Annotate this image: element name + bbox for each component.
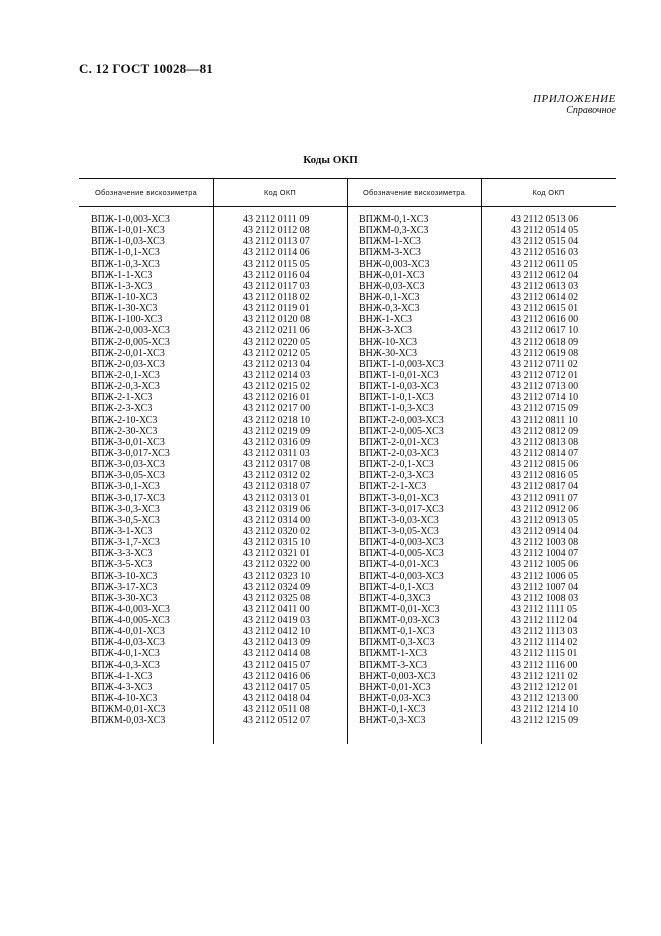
viscometer-designation: ВПЖ-3-17-ХС3 (91, 581, 158, 593)
viscometer-designation: ВПЖМТ-0,03-ХС3 (359, 615, 440, 627)
viscometer-designation: ВНЖ-1-ХС3 (359, 314, 413, 326)
viscometer-designation: ВНЖ-10-ХС3 (359, 336, 418, 348)
okp-code: 43 2112 1114 02 (511, 637, 578, 649)
viscometer-designation: ВПЖТ-3-0,05-ХС3 (359, 525, 439, 537)
right-code-column (511, 214, 578, 726)
viscometer-designation: ВПЖ-4-0,01-ХС3 (91, 626, 165, 638)
okp-code: 43 2112 0312 02 (243, 470, 311, 482)
viscometer-designation: ВНЖ-0,1-ХС3 (359, 291, 420, 303)
okp-code: 43 2112 0513 06 (511, 214, 579, 225)
viscometer-designation: ВПЖ-3-0,3-ХС3 (91, 503, 160, 515)
viscometer-designation: ВНЖ-0,01-ХС3 (359, 269, 425, 281)
okp-code: 43 2112 1116 00 (511, 659, 578, 671)
okp-code: 43 2112 1007 04 (511, 581, 579, 593)
viscometer-designation: ВПЖ-1-100-ХС3 (91, 314, 163, 326)
viscometer-designation: ВПЖМ-0,01-ХС3 (91, 704, 166, 716)
column-header-designation: Обозначение вискозиметра (94, 187, 198, 197)
viscometer-designation: ВПЖ-2-30-ХС3 (91, 425, 158, 437)
okp-code: 43 2112 0413 09 (243, 637, 311, 649)
okp-code: 43 2112 0118 02 (243, 291, 310, 303)
okp-code: 43 2112 0618 09 (511, 336, 579, 348)
okp-code: 43 2112 0419 03 (243, 615, 311, 627)
okp-code: 43 2112 1113 03 (511, 626, 578, 638)
okp-code: 43 2112 0416 06 (243, 670, 311, 682)
okp-code: 43 2112 1115 01 (511, 648, 578, 660)
viscometer-designation: ВПЖ-3-1,7-ХС3 (91, 537, 160, 549)
viscometer-designation: ВПЖ-3-5-ХС3 (91, 559, 153, 571)
viscometer-designation: ВНЖ-30-ХС3 (359, 347, 418, 359)
okp-code: 43 2112 0115 05 (243, 258, 310, 270)
viscometer-designation: ВНЖТ-0,01-ХС3 (359, 681, 431, 693)
viscometer-designation: ВПЖМТ-3-ХС3 (359, 659, 428, 671)
left-code-column (243, 214, 310, 726)
viscometer-designation: ВПЖ-4-0,1-ХС3 (91, 648, 160, 660)
viscometer-designation: ВПЖТ-3-0,03-ХС3 (359, 514, 439, 526)
okp-code: 43 2112 0712 01 (511, 369, 579, 381)
viscometer-designation: ВПЖТ-1-0,3-ХС3 (359, 403, 434, 415)
viscometer-designation: ВПЖ-3-0,5-ХС3 (91, 514, 160, 526)
viscometer-designation: ВПЖТ-1-0,01-ХС3 (359, 369, 439, 381)
okp-code: 43 2112 0711 02 (511, 358, 578, 370)
okp-code: 43 2112 0512 07 (243, 715, 311, 727)
okp-code: 43 2112 0325 08 (243, 592, 311, 604)
viscometer-designation: ВПЖ-4-10-ХС3 (91, 693, 158, 705)
okp-code: 43 2112 0320 02 (243, 525, 311, 537)
viscometer-designation: ВПЖ-2-0,005-ХС3 (91, 336, 170, 348)
viscometer-designation: ВПЖМТ-1-ХС3 (359, 648, 428, 660)
okp-code: 43 2112 0713 00 (511, 381, 579, 393)
okp-code: 43 2112 0216 01 (243, 392, 311, 404)
okp-code: 43 2112 0220 05 (243, 336, 311, 348)
okp-code: 43 2112 0914 04 (511, 525, 579, 537)
okp-code: 43 2112 0815 06 (511, 459, 579, 471)
okp-code: 43 2112 1112 04 (511, 615, 578, 627)
okp-code: 43 2112 0217 00 (243, 403, 311, 415)
okp-code: 43 2112 0412 10 (243, 626, 311, 638)
viscometer-designation: ВПЖТ-4-0,1-ХС3 (359, 581, 434, 593)
viscometer-designation: ВПЖ-1-0,01-ХС3 (91, 225, 165, 237)
viscometer-designation: ВПЖ-1-1-ХС3 (91, 269, 153, 281)
viscometer-designation: ВПЖ-2-0,1-ХС3 (91, 369, 160, 381)
okp-code: 43 2112 0612 04 (511, 269, 579, 281)
okp-code: 43 2112 0613 03 (511, 280, 579, 292)
okp-code: 43 2112 0515 04 (511, 236, 579, 248)
okp-code: 43 2112 0323 10 (243, 570, 311, 582)
column-divider (347, 178, 348, 744)
viscometer-designation: ВПЖ-4-0,3-ХС3 (91, 659, 160, 671)
viscometer-designation: ВПЖ-1-10-ХС3 (91, 291, 158, 303)
okp-code: 43 2112 0116 04 (243, 269, 310, 281)
okp-code: 43 2112 0912 06 (511, 503, 579, 515)
viscometer-designation: ВПЖТ-3-0,01-ХС3 (359, 492, 439, 504)
okp-code: 43 2112 0317 08 (243, 459, 311, 471)
viscometer-designation: ВПЖ-1-0,3-ХС3 (91, 258, 160, 270)
okp-code: 43 2112 0817 04 (511, 481, 579, 493)
okp-code: 43 2112 0417 05 (243, 681, 311, 693)
viscometer-designation: ВПЖ-4-3-ХС3 (91, 681, 153, 693)
viscometer-designation: ВПЖМ-1-ХС3 (359, 236, 421, 248)
viscometer-designation: ВПЖТ-4-0,3ХС3 (359, 592, 431, 604)
viscometer-designation: ВПЖТ-3-0,017-ХС3 (359, 503, 444, 515)
viscometer-designation: ВПЖ-2-3-ХС3 (91, 403, 153, 415)
viscometer-designation: ВПЖТ-2-1-ХС3 (359, 481, 427, 493)
viscometer-designation: ВПЖМТ-0,01-ХС3 (359, 603, 440, 615)
viscometer-designation: ВПЖМ-3-ХС3 (359, 247, 421, 259)
page-header: С. 12 ГОСТ 10028—81 (79, 61, 213, 76)
viscometer-designation: ВПЖ-3-0,03-ХС3 (91, 459, 165, 471)
viscometer-designation: ВПЖ-1-0,003-ХС3 (91, 214, 170, 225)
viscometer-designation: ВПЖ-4-0,005-ХС3 (91, 615, 170, 627)
okp-code: 43 2112 0813 08 (511, 436, 579, 448)
okp-code: 43 2112 0614 02 (511, 291, 579, 303)
okp-code: 43 2112 0213 04 (243, 358, 311, 370)
appendix-title: ПРИЛОЖЕНИЕ (533, 93, 616, 105)
okp-code: 43 2112 0313 01 (243, 492, 311, 504)
viscometer-designation: ВПЖТ-2-0,005-ХС3 (359, 425, 444, 437)
okp-code: 43 2112 0414 08 (243, 648, 311, 660)
okp-code: 43 2112 0619 08 (511, 347, 579, 359)
okp-code: 43 2112 0611 05 (511, 258, 578, 270)
viscometer-designation: ВПЖ-4-1-ХС3 (91, 670, 153, 682)
viscometer-designation: ВПЖ-2-1-ХС3 (91, 392, 153, 404)
okp-code: 43 2112 0112 08 (243, 225, 310, 237)
okp-code: 43 2112 0415 07 (243, 659, 311, 671)
appendix-label (533, 93, 616, 117)
viscometer-designation: ВНЖТ-0,1-ХС3 (359, 704, 426, 716)
column-header-designation: Обозначение вискозиметра (362, 187, 466, 197)
okp-code: 43 2112 0814 07 (511, 447, 579, 459)
okp-code: 43 2112 0321 01 (243, 548, 311, 560)
okp-code: 43 2112 1214 10 (511, 704, 579, 716)
viscometer-designation: ВПЖ-3-0,05-ХС3 (91, 470, 165, 482)
okp-code: 43 2112 0315 10 (243, 537, 311, 549)
okp-code: 43 2112 0911 07 (511, 492, 578, 504)
viscometer-designation: ВПЖТ-2-0,1-ХС3 (359, 459, 434, 471)
column-divider (481, 178, 482, 744)
viscometer-designation: ВПЖМ-0,1-ХС3 (359, 214, 429, 225)
okp-code: 43 2112 1212 01 (511, 681, 579, 693)
okp-code: 43 2112 0324 09 (243, 581, 311, 593)
viscometer-designation: ВПЖМ-0,03-ХС3 (91, 715, 166, 727)
viscometer-designation: ВНЖ-0,003-ХС3 (359, 258, 430, 270)
viscometer-designation: ВПЖ-3-0,01-ХС3 (91, 436, 165, 448)
viscometer-designation: ВПЖТ-4-0,003-ХС3 (359, 537, 444, 549)
okp-code: 43 2112 0715 09 (511, 403, 579, 415)
okp-code: 43 2112 0816 05 (511, 470, 579, 482)
okp-code: 43 2112 0319 06 (243, 503, 311, 515)
appendix-subtitle: Справочное (566, 105, 616, 116)
viscometer-designation: ВПЖ-2-10-ХС3 (91, 414, 158, 426)
viscometer-designation: ВПЖТ-4-0,005-ХС3 (359, 548, 444, 560)
okp-code: 43 2112 0714 10 (511, 392, 579, 404)
okp-code: 43 2112 0120 08 (243, 314, 311, 326)
viscometer-designation: ВПЖМ-0,3-ХС3 (359, 225, 429, 237)
viscometer-designation: ВПЖ-2-0,3-ХС3 (91, 381, 160, 393)
viscometer-designation: ВПЖ-4-0,003-ХС3 (91, 603, 170, 615)
viscometer-designation: ВПЖТ-2-0,03-ХС3 (359, 447, 439, 459)
okp-code: 43 2112 0411 00 (243, 603, 310, 615)
okp-code: 43 2112 0114 06 (243, 247, 310, 259)
okp-code: 43 2112 0311 03 (243, 447, 310, 459)
column-header-code: Код ОКП (263, 187, 297, 197)
okp-code: 43 2112 0215 02 (243, 381, 311, 393)
okp-code: 43 2112 1003 08 (511, 537, 579, 549)
viscometer-designation: ВНЖ-3-ХС3 (359, 325, 413, 337)
okp-code: 43 2112 0212 05 (243, 347, 311, 359)
okp-code: 43 2112 0913 05 (511, 514, 579, 526)
okp-code: 43 2112 0211 06 (243, 325, 310, 337)
viscometer-designation: ВПЖ-1-0,03-ХС3 (91, 236, 165, 248)
okp-code: 43 2112 0516 03 (511, 247, 579, 259)
okp-code: 43 2112 1213 00 (511, 693, 579, 705)
okp-code: 43 2112 0322 00 (243, 559, 311, 571)
okp-code: 43 2112 0811 10 (511, 414, 578, 426)
column-header-code: Код ОКП (532, 187, 565, 197)
viscometer-designation: ВПЖТ-2-0,01-ХС3 (359, 436, 439, 448)
okp-code: 43 2112 0514 05 (511, 225, 579, 237)
okp-code: 43 2112 0113 07 (243, 236, 310, 248)
viscometer-designation: ВНЖТ-0,03-ХС3 (359, 693, 431, 705)
okp-code: 43 2112 1111 05 (511, 603, 578, 615)
viscometer-designation: ВПЖ-1-3-ХС3 (91, 280, 153, 292)
okp-code: 43 2112 1211 02 (511, 670, 578, 682)
viscometer-designation: ВНЖ-0,3-ХС3 (359, 303, 420, 315)
table-title: Коды ОКП (303, 154, 358, 166)
viscometer-designation: ВПЖТ-2-0,003-ХС3 (359, 414, 444, 426)
okp-code: 43 2112 0218 10 (243, 414, 311, 426)
viscometer-designation: ВПЖ-1-0,1-ХС3 (91, 247, 160, 259)
okp-code: 43 2112 0111 09 (243, 214, 310, 225)
okp-code: 43 2112 0119 01 (243, 303, 310, 315)
okp-code: 43 2112 0316 09 (243, 436, 311, 448)
viscometer-designation: ВНЖ-0,03-ХС3 (359, 280, 425, 292)
okp-code: 43 2112 0617 10 (511, 325, 579, 337)
viscometer-designation: ВПЖТ-1-0,003-ХС3 (359, 358, 444, 370)
okp-code: 43 2112 0318 07 (243, 481, 311, 493)
okp-code: 43 2112 0615 01 (511, 303, 579, 315)
column-divider (213, 178, 214, 744)
right-designation-column (359, 214, 444, 726)
viscometer-designation: ВПЖ-3-10-ХС3 (91, 570, 158, 582)
viscometer-designation: ВПЖ-3-1-ХС3 (91, 525, 153, 537)
viscometer-designation: ВПЖ-4-0,03-ХС3 (91, 637, 165, 649)
okp-code: 43 2112 1008 03 (511, 592, 579, 604)
okp-code: 43 2112 0219 09 (243, 425, 311, 437)
okp-code: 43 2112 0117 03 (243, 280, 310, 292)
viscometer-designation: ВПЖ-3-0,17-ХС3 (91, 492, 165, 504)
viscometer-designation: ВПЖ-3-0,017-ХС3 (91, 447, 170, 459)
left-designation-column (91, 214, 170, 726)
viscometer-designation: ВПЖТ-2-0,3-ХС3 (359, 470, 434, 482)
okp-code: 43 2112 1006 05 (511, 570, 579, 582)
viscometer-designation: ВНЖТ-0,3-ХС3 (359, 715, 426, 727)
okp-code: 43 2112 0418 04 (243, 693, 311, 705)
viscometer-designation: ВНЖТ-0,003-ХС3 (359, 670, 436, 682)
viscometer-designation: ВПЖ-2-0,003-ХС3 (91, 325, 170, 337)
viscometer-designation: ВПЖ-3-3-ХС3 (91, 548, 153, 560)
okp-code: 43 2112 0511 08 (243, 704, 310, 716)
viscometer-designation: ВПЖ-2-0,01-ХС3 (91, 347, 165, 359)
viscometer-designation: ВПЖ-3-30-ХС3 (91, 592, 158, 604)
okp-code: 43 2112 0314 00 (243, 514, 311, 526)
viscometer-designation: ВПЖМТ-0,1-ХС3 (359, 626, 435, 638)
viscometer-designation: ВПЖ-1-30-ХС3 (91, 303, 158, 315)
okp-code: 43 2112 1005 06 (511, 559, 579, 571)
okp-code: 43 2112 1215 09 (511, 715, 579, 727)
okp-code: 43 2112 0616 00 (511, 314, 579, 326)
viscometer-designation: ВПЖ-2-0,03-ХС3 (91, 358, 165, 370)
okp-code: 43 2112 1004 07 (511, 548, 579, 560)
okp-code: 43 2112 0214 03 (243, 369, 311, 381)
okp-code: 43 2112 0812 09 (511, 425, 579, 437)
viscometer-designation: ВПЖМТ-0,3-ХС3 (359, 637, 435, 649)
viscometer-designation: ВПЖТ-4-0,01-ХС3 (359, 559, 439, 571)
viscometer-designation: ВПЖТ-1-0,03-ХС3 (359, 381, 439, 393)
viscometer-designation: ВПЖТ-4-0,003-ХС3 (359, 570, 444, 582)
viscometer-designation: ВПЖТ-1-0,1-ХС3 (359, 392, 434, 404)
viscometer-designation: ВПЖ-3-0,1-ХС3 (91, 481, 160, 493)
